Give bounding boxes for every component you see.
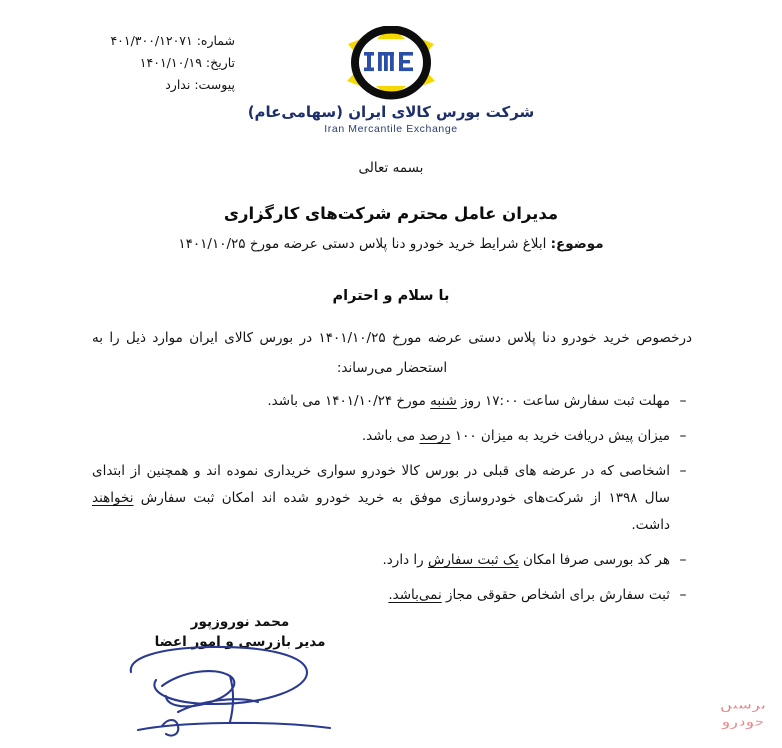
list-item-text-prior-buyers-excluded: اشخاصی که در عرضه های قبلی در بورس کالا خودرو سواری خریداری نموده اند و همچنین از ابتدای سال ۱۳۹۸ از شرکت‌های خودروسازی موفق به خرید خودرو شده اند امکان ثبت سفارش نخواهند داشت. bbox=[92, 463, 670, 533]
list-item-text-order-deadline: مهلت ثبت سفارش ساعت ۱۷:۰۰ روز شنبه مورخ ۱۴۰۱/۱۰/۲۴ می باشد. bbox=[267, 393, 670, 409]
watermark-line-2: خودرو bbox=[721, 714, 765, 730]
subject-label: موضوع: bbox=[550, 236, 604, 252]
list-item bbox=[92, 423, 696, 450]
signatory-name: محمد نوروزپور bbox=[190, 614, 290, 630]
bullet-dash-icon: – bbox=[679, 463, 687, 479]
organization-name-fa: شرکت بورس کالای ایران (سهامی‌عام) bbox=[247, 103, 535, 121]
subject-line bbox=[97, 236, 685, 252]
bullet-dash-icon: – bbox=[679, 393, 687, 409]
signatory-role: مدیر بازرسی و امور اعضا bbox=[154, 634, 326, 650]
emphasis-underline: نمی‌باشد. bbox=[388, 587, 442, 603]
organization-name-en: Iran Mercantile Exchange bbox=[324, 123, 458, 135]
page-title: مدیران عامل محترم شرکت‌های کارگزاری bbox=[223, 204, 559, 223]
subject-text: ابلاغ شرایط خرید خودرو دنا پلاس دستی عرضه مورخ ۱۴۰۱/۱۰/۲۵ bbox=[178, 236, 547, 252]
letter-date-line: تاریخ: ۱۴۰۱/۱۰/۱۹ bbox=[139, 55, 235, 70]
organization-logo-block bbox=[0, 26, 782, 135]
persian-khodro-watermark bbox=[712, 697, 774, 743]
reference-number-line: شماره: ۴۰۱/۳۰۰/۱۲۰۷۱ bbox=[110, 33, 235, 48]
intro-paragraph: درخصوص خرید خودرو دنا پلاس دستی عرضه مورخ ۱۴۰۱/۱۰/۲۵ در بورس کالای ایران موارد ذیل را به استحضار می‌رساند: bbox=[92, 330, 692, 376]
attachment-line: پیوست: ندارد bbox=[165, 77, 235, 92]
watermark-line-1: پرشین bbox=[719, 697, 767, 713]
list-item-text-legal-entities-not-allowed: ثبت سفارش برای اشخاص حقوقی مجاز نمی‌باشد. bbox=[388, 587, 670, 603]
bullet-dash-icon: – bbox=[679, 428, 687, 444]
greeting-text: با سلام و احترام bbox=[332, 288, 450, 304]
list-item-text-one-order-per-code: هر کد بورسی صرفا امکان یک ثبت سفارش را دارد. bbox=[382, 552, 670, 568]
emphasis-underline: نخواهند bbox=[92, 490, 134, 506]
list-item bbox=[92, 582, 696, 609]
list-item-text-prepayment-percent: میزان پیش دریافت خرید به میزان ۱۰۰ درصد می باشد. bbox=[361, 428, 670, 444]
signature-block bbox=[120, 612, 360, 652]
ime-logo-icon bbox=[343, 26, 439, 100]
list-item bbox=[92, 547, 696, 574]
emphasis-underline: یک ثبت سفارش bbox=[427, 552, 519, 568]
list-item bbox=[92, 388, 696, 415]
list-item bbox=[92, 458, 696, 539]
conditions-list bbox=[92, 388, 696, 617]
basmala-text: بسمه تعالی bbox=[358, 160, 424, 176]
emphasis-underline: شنبه bbox=[430, 393, 457, 409]
bullet-dash-icon: – bbox=[679, 552, 687, 568]
emphasis-underline: درصد bbox=[419, 428, 451, 444]
bullet-dash-icon: – bbox=[679, 587, 687, 603]
